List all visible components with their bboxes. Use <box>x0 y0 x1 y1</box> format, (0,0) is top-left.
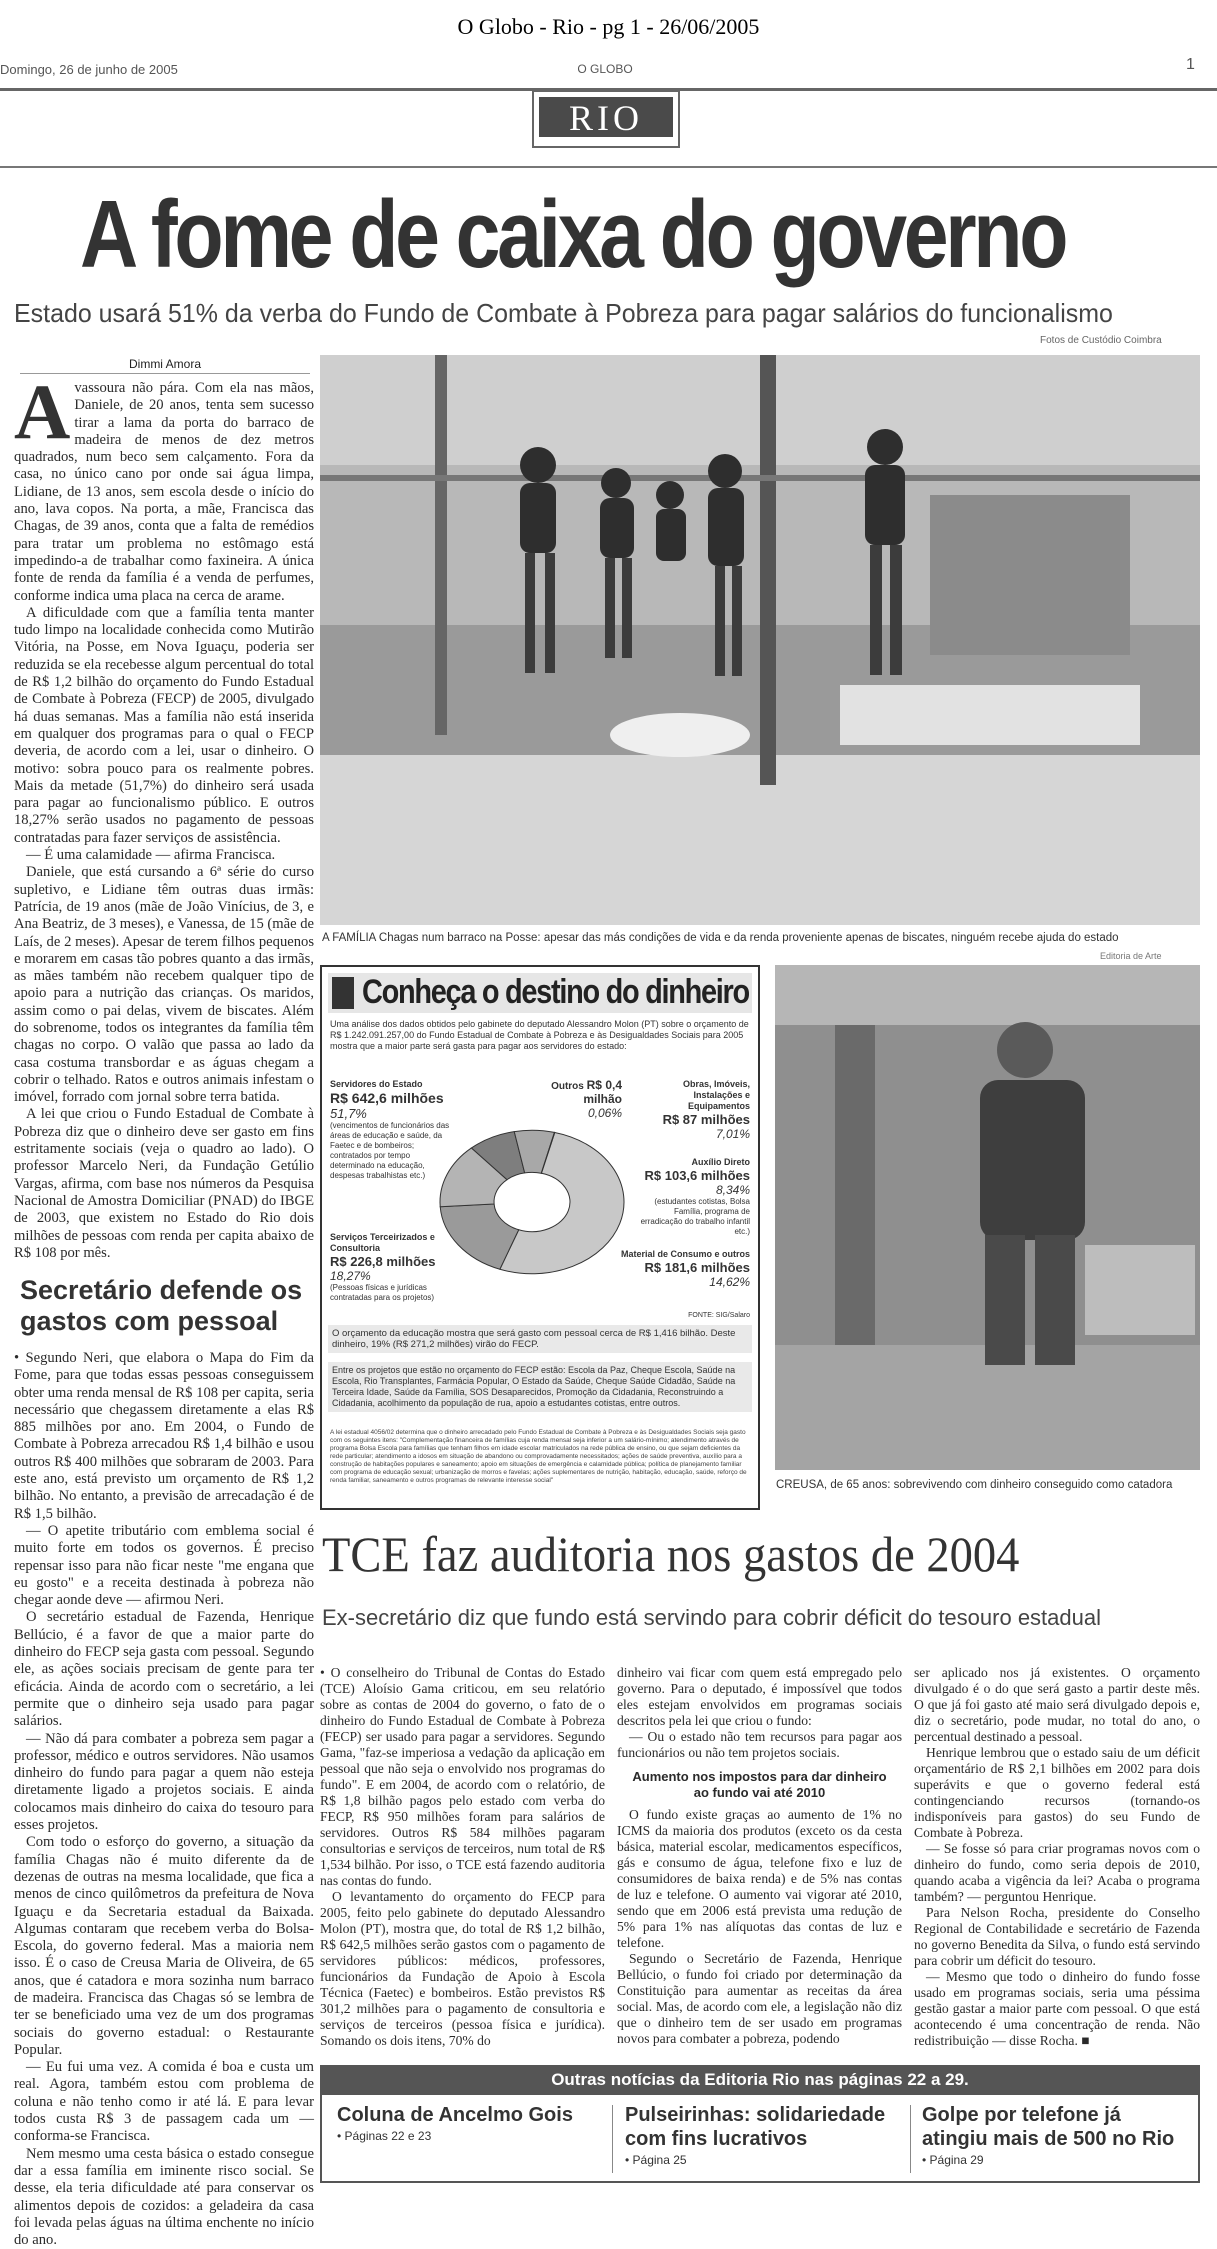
item-obras-value: R$ 87 milhões <box>662 1112 750 1127</box>
paragraph-8: O secretário estadual de Fazenda, Henrique Bellúcio, é a favor de que a maior parte do dinheiro do FECP seja gasta com pessoal. Segundo ele, as ações sociais precisam de gente para ter eficácia. Ainda de acordo com o secretário, a lei permite que o dinheiro seja usado para pagar salários. <box>14 1609 314 1730</box>
paragraph-12: Nem mesmo uma cesta básica o estado consegue dar a essa família em iminente risco social. Se desse, ela teria dificuldade até para conservar os alimentos depois de cozidos: a geladeira da casa foi levada pelas águas na última enchente no início do ano. <box>14 2145 314 2249</box>
footer-banner: Outras notícias da Editoria Rio nas páginas 22 a 29. <box>320 2065 1200 2095</box>
item-auxilio-value: R$ 103,6 milhões <box>644 1168 750 1183</box>
paragraph-9: — Não dá para combater a pobreza sem pagar a professor, médico e outros servidores. Não usamos dinheiro do fundo para pagar a quem não esteja diretamente ligado a projetos sociais. E ainda colocamos mais dinheiro do caixa do tesouro para esses projetos. <box>14 1730 314 1834</box>
item-auxilio-pct: 8,34% <box>715 1183 750 1197</box>
article2-col2-p3: O fundo existe graças ao aumento de 1% no ICMS da maioria dos produtos (exceto os da cesta básica, material escolar, medicamentos específicos, gás e consumo de água, telefone fixo e luz de consumidores de baixa renda) e de 5% nas contas de luz e telefone. O aumento vai vigorar até 2010, sendo que em 2006 está prevista uma redução de 5% para 1% nas alíquotas das contas de luz e telefone. <box>617 1807 902 1950</box>
creusa-photo-illustration <box>775 965 1200 1470</box>
article2-col3-p4: Para Nelson Rocha, presidente do Conselho Regional de Contabilidade e secretário de Fazenda no governo Benedita da Silva, o fundo está servindo para cobrir um déficit do tesouro. <box>914 1905 1200 1968</box>
footer-item-1[interactable] <box>337 2103 607 2143</box>
section-tag <box>532 90 680 148</box>
infobox-intro: Uma análise dos dados obtidos pelo gabinete do deputado Alessandro Molon (PT) sobre o orçamento de R$ 1.242.091.257,00 do Fundo Estadual de Combate à Pobreza e às Desigualdades Sociais para 2005 mostra que a maior parte será gasta para pagar aos servidores do estado: <box>330 1019 749 1051</box>
article2-col3-p1: ser aplicado nos já existentes. O orçamento divulgado é o do que será gasto a partir deste mês. O que já foi gasto até maio será divulgado depois e, diz o secretário, pode mudar, no total do ano, o percentual destinado a pessoal. <box>914 1665 1200 1744</box>
article2-title: TCE faz auditoria nos gastos de 2004 <box>322 1526 1020 1582</box>
paragraph-11: — Eu fui uma vez. A comida é boa e custa um real. Agora, também estou com problema de coluna e não tenho como ir até lá. E para levar todos custa R$ 3 de passagem cada um — conforma-se Francisca. <box>14 2059 314 2145</box>
article2-col1-p2: O levantamento do orçamento do FECP para 2005, feito pelo gabinete do deputado Alessandro Molon (PT), mostra que, do total de R$ 1,2 bilhão, R$ 642,5 milhões serão gastos com o pagamento de servidores públicos: médicos, professores, funcionários da Fundação de Apoio à Escola Técnica (Faetec) e bombeiros. Estão previstos R$ 301,2 milhões para o pagamento de consultoria e serviços de terceiros (pessoa física e jurídica). Somando os dois itens, 70% do <box>320 1889 605 2048</box>
paragraph-4: Daniele, que está cursando a 6ª série do curso supletivo, e Lidiane têm outras duas irmãs: Patrícia, de 19 anos (mãe de João Vinícius, de 3, e Ana Beatriz, de 3 meses), e Vanessa, de 15 (mãe de Laís, de 2 meses). Apesar de terem filhos pequenos e morarem em casas tão pobres quanto a das irmãs, as mães também não recebem qualquer tipo de apoio para a nutrição das crianças. Os maridos, assim como o pai delas, vivem de biscates. Além do sobrenome, todos os integrantes da família têm chagas no corpo. O valão que passa ao lado da casa costuma transbordar e as águas chegam a cobrir o telhado. Ratos e outros animais infestam o imóvel, forrado com jornal sobre terra batida. <box>14 864 315 1106</box>
article2-col1 <box>320 1665 605 2050</box>
infobox <box>320 965 760 1510</box>
photo2-caption: CREUSA, de 65 anos: sobrevivendo com dinheiro conseguido como catadora <box>776 1479 1173 1491</box>
item-servidores <box>330 1079 455 1181</box>
creusa-photo <box>775 965 1200 1470</box>
page-number: 1 <box>1186 56 1195 73</box>
header-rule-2 <box>0 166 1217 168</box>
paragraph-6: • Segundo Neri, que elabora o Mapa do Fim da Fome, para que todas essas pessoas conseguissem obter uma renda mensal de R$ 108 per capita, seria necessário que chegassem diretamente a elas R$ 885 milhões por ano. Em 2004, o Fundo de Combate à Pobreza arrecadou R$ 1,4 bilhão e usou outros R$ 400 milhões que sobraram de 2003. Para este ano, está previsto um orçamento de R$ 1,2 bilhão. No entanto, a previsão de arrecadação é de R$ 1,5 bilhão. <box>14 1350 314 1522</box>
article2-col2-p2: — Ou o estado não tem recursos para pagar aos funcionários ou não tem projetos sociais. <box>617 1729 902 1760</box>
article2-col3-p2: Henrique lembrou que o estado saiu de um déficit orçamentário de R$ 2,1 bilhões em 2002 para dois superávits e que o governo federal está contingenciando recursos (tornando-os indisponíveis para gastos) do seu Fundo de Combate à Pobreza. <box>914 1745 1200 1840</box>
infobox-note-1: O orçamento da educação mostra que será gasto com pessoal cerca de R$ 1,416 bilhão. Deste dinheiro, 19% (R$ 271,2 milhões) virão do FECP. <box>328 1325 752 1353</box>
item-terceirizados-note: (Pessoas físicas e jurídicas contratadas para os projetos) <box>330 1283 435 1302</box>
item-material <box>592 1249 750 1289</box>
item-servidores-pct: 51,7% <box>330 1106 367 1121</box>
footer-item-3-title: Golpe por telefone já atingiu mais de 500 no Rio <box>922 2104 1175 2150</box>
paragraph-2: A dificuldade com que a família tenta manter tudo limpo na localidade conhecida como Mutirão Vitória, na Posse, em Nova Iguaçu, poderia ser reduzida se ela recebesse algum percentual do total de R$ 1,2 bilhão do orçamento do Fundo Estadual de Combate à Pobreza (FECP) de 2005, divulgado há duas semanas. Mas a família não está inserida em qualquer dos programas para o qual o FECP deveria, de acordo com a lei, usar o dinheiro. O motivo: sobra pouco para os realmente pobres. Mais da metade (51,7%) do dinheiro será usada para pagar ao funcionalismo público. E outros 18,27% serão usados no pagamento de pessoas contratadas para fazer serviços de assistência. <box>14 604 314 846</box>
item-obras-pct: 7,01% <box>715 1127 750 1141</box>
article2-col2-subhead: Aumento nos impostos para dar dinheiro ao fundo vai até 2010 <box>632 1769 887 1800</box>
paper-name: O GLOBO <box>577 62 633 76</box>
infobox-title-bar <box>328 973 752 1013</box>
family-photo-illustration <box>320 355 1200 925</box>
article2-col3-p3: — Se fosse só para criar programas novos com o dinheiro do fundo, como seria depois de 2010, quando acaba a vigência da lei? Acaba o programa também? — perguntou Henrique. <box>914 1841 1200 1904</box>
headline-deck: Estado usará 51% da verba do Fundo de Combate à Pobreza para pagar salários do funcionalismo <box>14 298 1113 328</box>
byline: Dimmi Amora <box>20 357 310 374</box>
date-line: Domingo, 26 de junho de 2005 <box>0 62 178 77</box>
item-outros-pct: 0,06% <box>587 1106 622 1120</box>
footer-box <box>320 2095 1200 2183</box>
item-obras-label: Obras, Imóveis, Instalações e Equipamentos <box>682 1079 750 1111</box>
paragraph-10: Com todo o esforço do governo, a situação da família Chagas não é muito diferente da de dezenas de outras na mesma localidade, que fica a menos de cinco quilômetros da prefeitura de Nova Iguaçu e da Secretaria estadual da Baixada. Algumas contaram que recebem verba do Bolsa-Escola, do governo federal. Mas a maioria nem isso. É o caso de Creusa Maria de Oliveira, de 65 anos, que é catadora e mora sozinha num barraco de madeira. Francisca das Chagas só se lembra de ter se beneficiado uma vez de um dos programas sociais do governo estadual: o Restaurante Popular. <box>14 1834 314 2058</box>
item-material-value: R$ 181,6 milhões <box>644 1260 750 1275</box>
article2-col2-p1: dinheiro vai ficar com quem está empregado pelo governo. Para o deputado, é impossível que todos eles estejam envolvidos em programas sociais descritos pela lei que criou o fundo: <box>617 1665 902 1728</box>
headline: A fome de caixa do governo <box>80 181 1066 288</box>
item-servidores-note: (vencimentos de funcionários das áreas de educação e saúde, da Faetec e de bombeiros; contratados por tempo determinado na educação, despesas trabalhistas etc.) <box>330 1121 450 1180</box>
article2-col3-p5: — Mesmo que todo o dinheiro do fundo fosse usado em programas sociais, seria uma péssima gestão gastar a maior parte com pessoal. O que está acontecendo é uma concentração de renda. Não redistribuição — disse Rocha. ■ <box>914 1969 1200 2048</box>
photo-credit: Fotos de Custódio Coimbra <box>1040 335 1162 346</box>
item-auxilio-label: Auxílio Direto <box>691 1157 750 1167</box>
section-label: RIO <box>539 97 673 137</box>
article2-deck: Ex-secretário diz que fundo está servindo para cobrir déficit do tesouro estadual <box>322 1605 1101 1630</box>
footer-item-3[interactable] <box>922 2103 1192 2167</box>
footer-item-3-pages: • Página 29 <box>922 2153 984 2167</box>
infobox-law: A lei estadual 4056/02 determina que o dinheiro arrecadado pelo Fundo Estadual de Combate à Pobreza e às Desigualdades Sociais seja gasto com os seguintes itens: "Complementação financeira de famílias cuja renda mensal seja inferior a um salário-mínimo; atendimento através de programa Bolsa Escola para famílias que tenham filhos em idade escolar matriculados na rede pública de ensino, ou que sejam deficientes da rede particular; atendimento a idosos em situação de abandono ou comprovadamente necessitados; ações de saúde preventiva, auxílio para a construção de habitações populares e saneamento; apoio em situações de emergência e calamidade pública; política de planejamento familiar com programa de educação sexual; urbanização de morros e favelas; ações suplementares de nutrição, habitação, educação, saúde, reforço de renda familiar, saneamento e outros programas de relevante interesse social" <box>330 1429 747 1484</box>
item-servidores-value: R$ 642,6 milhões <box>330 1090 444 1106</box>
footer-item-2-title: Pulseirinhas: solidariedade com fins lucrativos <box>625 2104 886 2150</box>
family-photo <box>320 355 1200 925</box>
left-subhead: Secretário defende os gastos com pessoal <box>20 1275 303 1336</box>
infobox-source: FONTE: SIG/Salaro <box>688 1312 750 1319</box>
item-servidores-label: Servidores do Estado <box>330 1079 423 1089</box>
dropcap: A <box>14 368 71 455</box>
footer-item-1-pages: • Páginas 22 e 23 <box>337 2129 432 2143</box>
left-column-bottom <box>14 1350 314 2249</box>
item-auxilio <box>640 1157 750 1237</box>
footer-item-2-pages: • Página 25 <box>625 2153 687 2167</box>
footer-divider-1 <box>612 2105 613 2173</box>
photo2-credit: Editoria de Arte <box>1100 951 1162 961</box>
item-obras <box>640 1079 750 1141</box>
item-terceirizados <box>330 1232 460 1303</box>
paragraph-3: — É uma calamidade — afirma Francisca. <box>26 847 276 864</box>
paragraph-5: A lei que criou o Fundo Estadual de Combate à Pobreza diz que o dinheiro deve ser gasto em fins estritamente sociais (veja o quadro ao lado). O professor Marcelo Neri, da Fundação Getúlio Vargas, afirma, com base nos números da Pesquisa Nacional de Amostra Domiciliar (PNAD) do IBGE de 2003, que existem no Estado do Rio dois milhões de pessoas com renda per capita abaixo de R$ 108 por mês. <box>14 1106 314 1261</box>
footer-divider-2 <box>910 2105 911 2173</box>
item-terceirizados-label: Serviços Terceirizados e Consultoria <box>330 1232 435 1253</box>
photo1-caption: A FAMÍLIA Chagas num barraco na Posse: apesar das más condições de vida e da renda proveniente apenas de biscates, ninguém recebe ajuda do estado <box>322 932 1119 944</box>
item-outros-label: Outros <box>551 1081 584 1092</box>
article2-col2 <box>617 1665 902 2050</box>
infobox-title-mark <box>332 977 354 1009</box>
item-terceirizados-pct: 18,27% <box>330 1269 371 1283</box>
item-material-pct: 14,62% <box>709 1275 750 1289</box>
item-auxilio-note: (estudantes cotistas, Bolsa Família, programa de erradicação do trabalho infantil etc.) <box>640 1197 750 1236</box>
paragraph-7: — O apetite tributário com emblema social é muito forte em todos os governos. É preciso repensar isso para não ficar neste "me engana que eu gosto" e a receita destinada à pobreza não chegar aonde deve — afirmou Neri. <box>14 1522 314 1609</box>
article2-col1-p1: • O conselheiro do Tribunal de Contas do Estado (TCE) Aloísio Gama criticou, em seu relatório sobre as contas de 2004 do governo, o fato de o dinheiro do Fundo Estadual de Combate à Pobreza (FECP) ser usado para pagar a servidores. Segundo Gama, "faz-se imperiosa a vedação da aplicação em pessoal que não seja o envolvido nos programas do fundo". E em 2004, de acordo com o relatório, de R$ 1,8 bilhão pagos pelo estado com verba do FECP, R$ 950 milhões foram para salários de servidores. Outros R$ 584 milhões pagaram consultorias e serviços de terceiros, num total de R$ 1,534 bilhão. Por isso, o TCE está fazendo auditoria nas contas do fundo. <box>320 1665 605 1888</box>
paragraph-1: vassoura não pára. Com ela nas mãos, Daniele, de 20 anos, tenta sem sucesso tirar a lama da porta do barraco de madeira de menos de dez metros quadrados, num beco sem calçamento. Fora da casa, no único cano por onde sai água limpa, Lidiane, de 13 anos, sem escola desde o início do ano, lava copos. Na porta, a mãe, Francisca das Chagas, de 39 anos, conta que a falta de remédios para tratar um problema no estômago está impedindo-a de trabalhar como faxineira. A única fonte de renda da família é a venda de perfumes, conforme indica uma placa na cerca de arame. <box>14 380 314 604</box>
item-outros <box>512 1079 622 1119</box>
footer-item-1-title: Coluna de Ancelmo Gois <box>337 2104 573 2126</box>
infobox-note-2: Entre os projetos que estão no orçamento do FECP estão: Escola da Paz, Cheque Escola, Saúde na Escola, Rio Transplantes, Farmácia Popular, O Estado da Saúde, Cheque Saúde Cidadão, Saúde na Terceira Idade, Saúde da Família, SOS Desaparecidos, Promoção da Cidadania, Reconstruindo a Cidadania, acolhimento da população de rua, apoio a estudantes cotistas, entre outros. <box>328 1362 752 1412</box>
item-outros-value: R$ 0,4 milhão <box>583 1078 622 1106</box>
left-column-top <box>14 368 315 1270</box>
item-material-label: Material de Consumo e outros <box>620 1249 750 1259</box>
infobox-title: Conheça o destino do dinheiro <box>362 973 749 1011</box>
scan-title: O Globo - Rio - pg 1 - 26/06/2005 <box>457 14 760 39</box>
article2-col3 <box>914 1665 1200 2050</box>
article2-col2-p4: Segundo o Secretário de Fazenda, Henrique Bellúcio, o fundo foi criado por determinação da Constituição para aumentar as receitas da área social. Mas, de acordo com ele, a legislação não diz que o dinheiro tem de ser usado em programas novos para combater a pobreza, podendo <box>617 1951 902 2046</box>
item-terceirizados-value: R$ 226,8 milhões <box>330 1254 436 1269</box>
footer-item-2[interactable] <box>625 2103 905 2167</box>
